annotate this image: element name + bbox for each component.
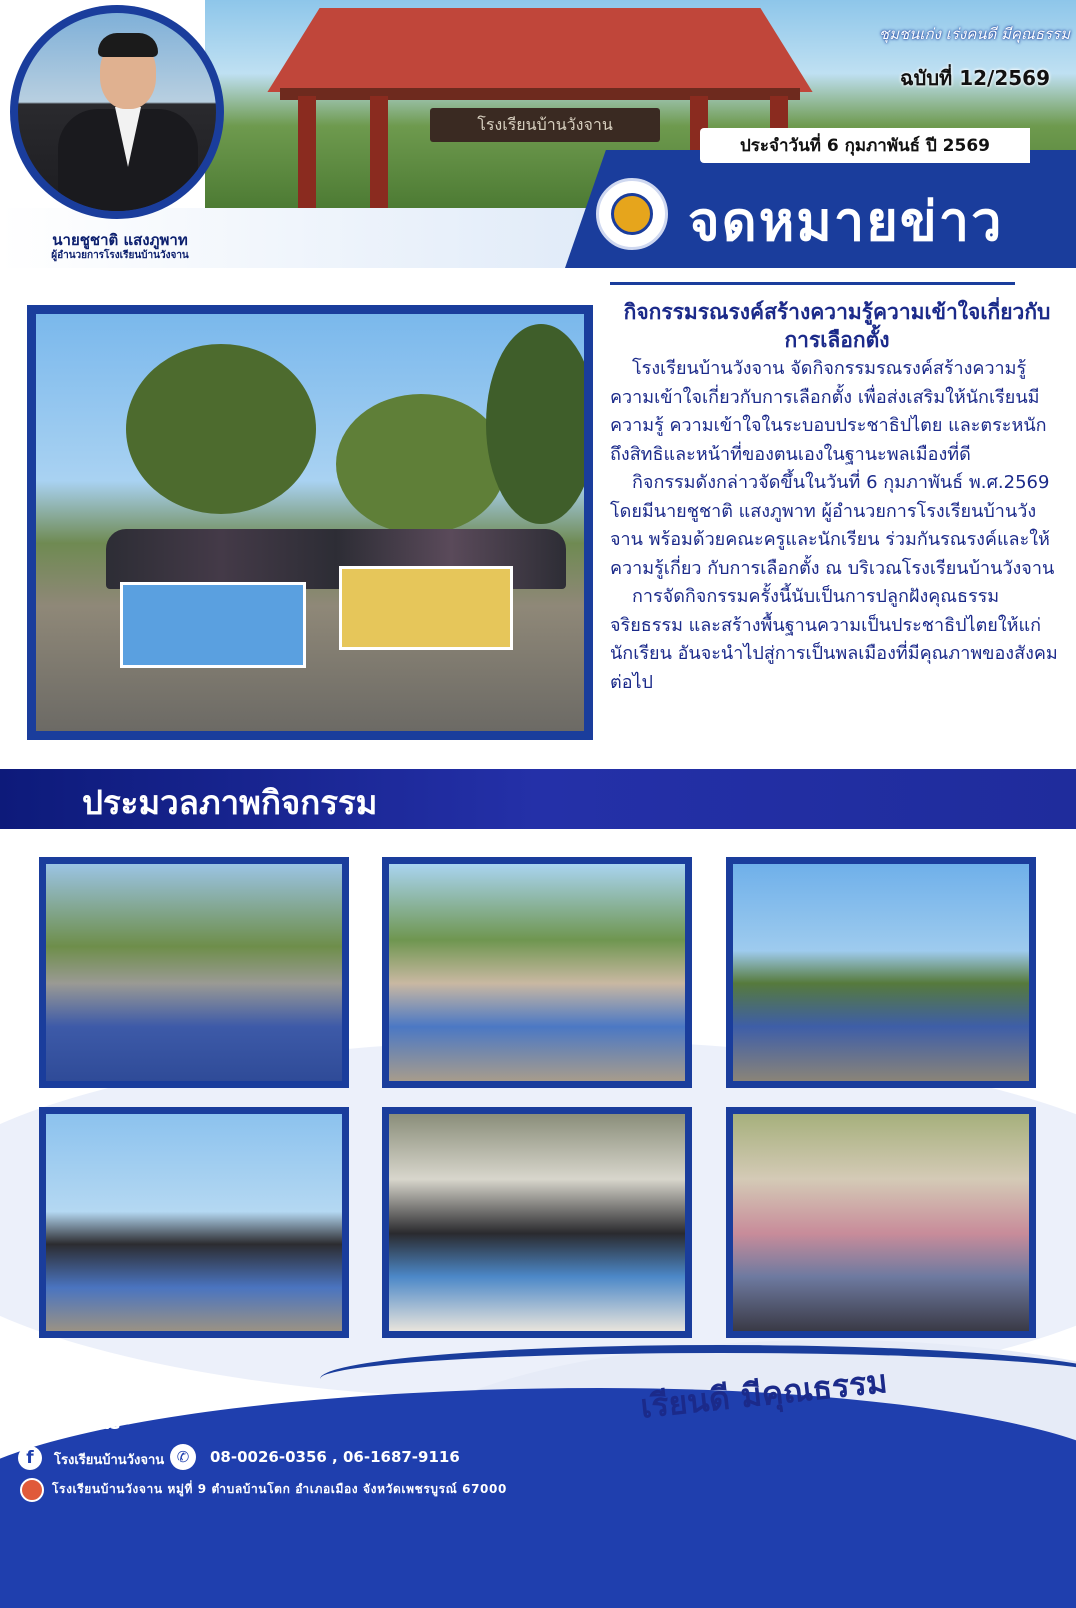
- facebook-link[interactable]: โรงเรียนบ้านวังจาน: [54, 1453, 165, 1468]
- campaign-banner: [120, 582, 306, 668]
- school-signboard: โรงเรียนบ้านวังจาน: [430, 108, 660, 142]
- phone-numbers: 08-0026-0356 , 06-1687-9116: [210, 1448, 460, 1466]
- gallery-photo: [733, 864, 1029, 1081]
- gate-beam-graphic: [280, 88, 800, 100]
- article-paragraph: โรงเรียนบ้านวังจาน จัดกิจกรรมรณรงค์สร้างความรู้ความเข้าใจเกี่ยวกับการเลือกตั้ง เพื่อส่งเสริมให้นักเรียนมีความรู้ ความเข้าใจในระบอบประชาธิปไตย และตระหนักถึงสิทธิและหน้าที่ของตนเองในฐานะพลเมืองที่ดี: [610, 358, 1047, 465]
- phone-icon: ✆: [170, 1444, 196, 1470]
- facebook-icon[interactable]: f: [18, 1446, 42, 1470]
- principal-name: นายชูชาติ แสงภูพาท: [52, 231, 188, 249]
- gate-post-graphic: [370, 96, 388, 208]
- article-title: กิจกรรมรณรงค์สร้างความรู้ความเข้าใจเกี่ยวกับการเลือกตั้ง: [623, 300, 1051, 352]
- newsletter-title: จดหมายข่าว: [688, 190, 1004, 253]
- principal-title: ผู้อำนวยการโรงเรียนบ้านวังจาน: [51, 250, 189, 261]
- article-body: [610, 355, 1065, 697]
- school-motto: ชุมชนเก่ง เร่งคนดี มีคุณธรรม: [878, 25, 1070, 43]
- principal-portrait: [18, 13, 216, 211]
- gate-roof-graphic: [250, 8, 830, 92]
- tree-graphic: [126, 344, 316, 514]
- issue-number: ฉบับที่ 12/2569: [900, 66, 1050, 90]
- tree-graphic: [336, 394, 506, 534]
- gallery-photo: [733, 1114, 1029, 1331]
- gallery-photo: [389, 864, 685, 1081]
- campaign-banner: [339, 566, 513, 650]
- contact-title: Contact us: [18, 1414, 121, 1434]
- article-paragraph: การจัดกิจกรรมครั้งนี้นับเป็นการปลูกฝังคุณธรรม จริยธรรม และสร้างพื้นฐานความเป็นประชาธิปไตยให้แก่นักเรียน อันจะนำไปสู่การเป็นพลเมืองที่มีคุณภาพของสังคมต่อไป: [610, 586, 1058, 693]
- tree-graphic: [486, 324, 584, 524]
- school-seal-emblem-icon: [611, 193, 653, 235]
- map-pin-icon: [20, 1478, 44, 1502]
- gate-post-graphic: [298, 96, 316, 208]
- school-address: โรงเรียนบ้านวังจาน หมู่ที่ 9 ตำบลบ้านโตก อำเภอเมือง จังหวัดเพชรบูรณ์ 67000: [52, 1482, 507, 1496]
- gallery-photo: [46, 1114, 342, 1331]
- article-paragraph: กิจกรรมดังกล่าวจัดขึ้นในวันที่ 6 กุมภาพันธ์ พ.ศ.2569 โดยมีนายชูชาติ แสงภูพาท ผู้อำนวยการโรงเรียนบ้านวังจาน พร้อมด้วยคณะครูและนักเรียน ร่วมกันรณรงค์และให้ความรู้เกี่ยว กับการเลือกตั้ง ณ บริเวณโรงเรียนบ้านวังจาน: [610, 472, 1055, 579]
- issue-date: ประจำวันที่ 6 กุมภาพันธ์ ปี 2569: [700, 128, 1030, 163]
- title-divider: [610, 282, 1015, 285]
- main-activity-photo: [36, 314, 584, 731]
- gallery-photo: [389, 1114, 685, 1331]
- footer-motto: เรียนดี มีคุณธรรม: [638, 1362, 890, 1426]
- gallery-title: ประมวลภาพกิจกรรม: [82, 783, 378, 822]
- gallery-photo: [46, 864, 342, 1081]
- portrait-hair: [98, 33, 158, 57]
